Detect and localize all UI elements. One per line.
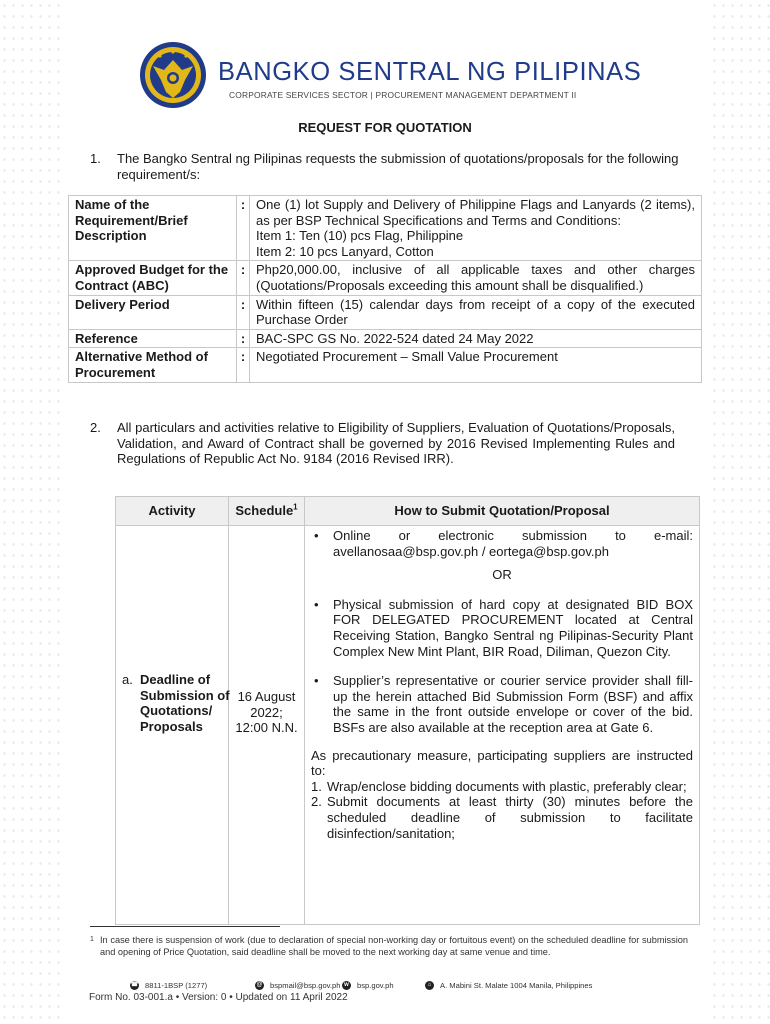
phone-text: 8811-1BSP (1277) xyxy=(145,981,208,990)
row-value xyxy=(250,196,702,261)
row-colon: : xyxy=(237,261,250,295)
bullet-text: Online or electronic submission to e-mail: avellanosaa@bsp.gov.ph / eortega@bsp.gov.ph xyxy=(333,528,693,559)
schedule-header-label: Schedule xyxy=(235,503,294,518)
list-item xyxy=(311,794,693,841)
row-label: Name of the Requirement/Brief Description xyxy=(69,196,237,261)
globe-icon: w xyxy=(342,981,351,990)
contact-phone xyxy=(130,981,207,990)
step-text: Wrap/enclose bidding documents with plastic, preferably clear; xyxy=(327,778,687,794)
schedule-table xyxy=(115,496,700,925)
row-colon: : xyxy=(237,329,250,348)
schedule-time: 12:00 N.N. xyxy=(235,720,298,736)
bank-name: BANGKO SENTRAL NG PILIPINAS xyxy=(218,58,642,86)
footnote-divider xyxy=(90,926,280,927)
value-line: Item 2: 10 pcs Lanyard, Cotton xyxy=(256,243,434,259)
list-item xyxy=(311,528,693,559)
column-header-how: How to Submit Quotation/Proposal xyxy=(305,497,700,526)
location-pin-icon: ⌂ xyxy=(425,981,434,990)
value-line: BAC-SPC GS No. 2022-524 dated 24 May 2022 xyxy=(256,330,534,346)
step-number: 2. xyxy=(311,794,322,810)
bullet-icon: • xyxy=(314,673,319,689)
contact-website xyxy=(342,981,394,990)
table-row xyxy=(69,261,702,295)
phone-icon: ☎ xyxy=(130,982,139,988)
contact-email xyxy=(255,981,340,990)
bullet-text: Supplier’s representative or courier service provider shall fill-up the herein attached Bid Submission Form (BSF) and affix the same in the front outside envelope or cover of the bid. BSFs are also available at the reception area at Gate 6. xyxy=(333,673,693,735)
value-line: Negotiated Procurement – Small Value Procurement xyxy=(256,349,558,365)
schedule-date: 16 August 2022; xyxy=(237,689,296,720)
value-line: Php20,000.00, inclusive of all applicable taxes and other charges (Quotations/Proposals exceeding this amount shall be disqualified.) xyxy=(256,262,695,293)
row-value xyxy=(250,295,702,329)
step-text: Submit documents at least thirty (30) minutes before the scheduled deadline of submission to facilitate disinfection/sanitation; xyxy=(327,794,693,841)
department-line: CORPORATE SERVICES SECTOR | PROCUREMENT MANAGEMENT DEPARTMENT II xyxy=(229,90,577,100)
list-item xyxy=(311,597,693,659)
paragraph-text: All particulars and activities relative to Eligibility of Suppliers, Evaluation of Quotations/Proposals, Validation, and Award of Contract shall be governed by 2016 Revised Implementing Rules and Regulations of Republic Act No. 9184 (2016 Revised IRR). xyxy=(117,420,675,467)
bsp-seal-logo xyxy=(138,40,208,110)
activity-letter: a. xyxy=(122,672,133,687)
value-line: Item 1: Ten (10) pcs Flag, Philippine xyxy=(256,228,464,244)
bullet-icon: • xyxy=(314,596,319,612)
or-separator: OR xyxy=(492,567,512,583)
row-value xyxy=(250,329,702,348)
precaution-intro: As precautionary measure, participating suppliers are instructed to: xyxy=(311,747,693,779)
column-header-schedule xyxy=(229,497,305,526)
table-row xyxy=(69,348,702,382)
row-label: Alternative Method of Procurement xyxy=(69,348,237,382)
email-text: bspmail@bsp.gov.ph xyxy=(270,981,341,990)
activity-cell xyxy=(116,526,229,925)
row-colon: : xyxy=(237,295,250,329)
row-colon: : xyxy=(237,196,250,261)
row-colon: : xyxy=(237,348,250,382)
bullet-text: Physical submission of hard copy at designated BID BOX FOR DELEGATED PROCUREMENT located at Central Receiving Station, Bangko Sentral ng Pilipinas-Security Plant Complex New Mint Plant, BIR Road, Diliman, Quezon City. xyxy=(333,596,693,659)
row-value xyxy=(250,348,702,382)
table-header-row xyxy=(116,497,700,526)
row-label: Reference xyxy=(69,329,237,348)
footnote-text: In case there is suspension of work (due to declaration of special non-working day or fortuitous event) on the scheduled deadline for submission and opening of Price Quotation, said deadline shall be moved to the next working day at same venue and time. xyxy=(100,935,688,957)
website-text: bsp.gov.ph xyxy=(357,981,394,990)
column-header-activity: Activity xyxy=(116,497,229,526)
footnote-reference: 1 xyxy=(293,502,298,512)
table-row xyxy=(69,295,702,329)
document-title: REQUEST FOR QUOTATION xyxy=(298,120,472,135)
row-value xyxy=(250,261,702,295)
address-text: A. Mabini St. Malate 1004 Manila, Philippines xyxy=(440,981,593,990)
list-item xyxy=(311,673,693,735)
bullet-icon: • xyxy=(314,528,319,543)
list-item xyxy=(311,779,693,795)
table-row xyxy=(116,526,700,925)
footnote-mark: 1 xyxy=(90,936,94,943)
value-line: Within fifteen (15) calendar days from receipt of a copy of the executed Purchase Order xyxy=(256,296,695,328)
paragraph-number: 2. xyxy=(90,420,101,435)
contact-address xyxy=(425,981,592,990)
row-label: Delivery Period xyxy=(69,295,237,329)
paragraph-text: The Bangko Sentral ng Pilipinas requests the submission of quotations/proposals for the following requirement/s: xyxy=(117,151,679,182)
table-row xyxy=(69,329,702,348)
schedule-cell xyxy=(229,526,305,925)
step-number: 1. xyxy=(311,778,322,794)
value-line: One (1) lot Supply and Delivery of Philippine Flags and Lanyards (2 items), as per BSP Technical Specifications and Terms and Conditions: xyxy=(256,197,695,228)
activity-name: Deadline of Submission of Quotations/ Proposals xyxy=(140,672,230,734)
submission-instructions-cell xyxy=(305,526,700,925)
form-number: Form No. 03-001.a • Version: 0 • Updated on 11 April 2022 xyxy=(89,992,348,1003)
requirements-table xyxy=(68,195,702,383)
row-label: Approved Budget for the Contract (ABC) xyxy=(69,261,237,295)
email-icon: @ xyxy=(256,982,263,988)
table-row xyxy=(69,196,702,261)
paragraph-number: 1. xyxy=(90,151,101,166)
letterhead xyxy=(138,40,658,104)
